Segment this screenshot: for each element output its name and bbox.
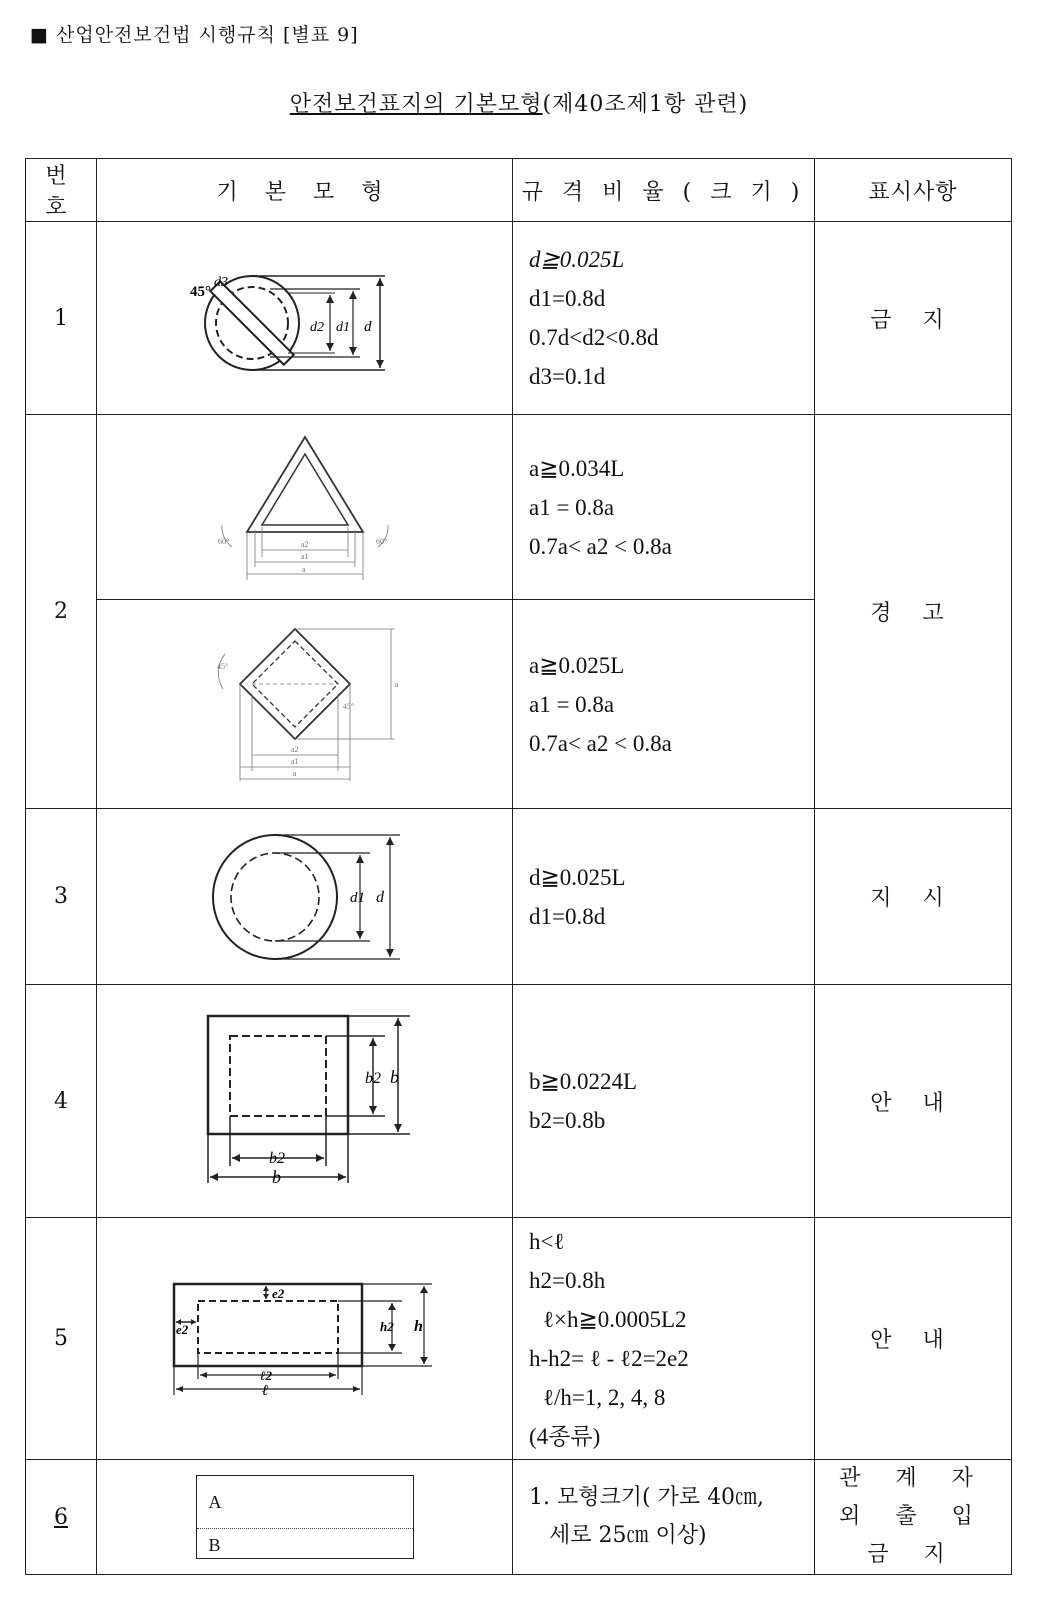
spec-line: a1 = 0.8a bbox=[529, 691, 615, 717]
guidance-square-figure bbox=[200, 1011, 410, 1191]
spec-line: (4종류) bbox=[529, 1423, 601, 1449]
col-header-ratio: 규 격 비 율 ( 크 기 ) bbox=[513, 159, 815, 222]
shape-figure-restricted bbox=[97, 1460, 513, 1575]
guidance-rect-figure bbox=[170, 1279, 440, 1399]
shape-figure-guidance bbox=[97, 985, 513, 1218]
row-number: 1 bbox=[26, 222, 97, 415]
angle-label: 45° bbox=[342, 702, 354, 711]
warning-triangle-figure bbox=[210, 432, 400, 582]
shape-figure-guidance-rect bbox=[97, 1218, 513, 1460]
col-header-shape: 기 본 모 형 bbox=[97, 159, 513, 222]
spec-line: d1=0.8d bbox=[529, 903, 606, 929]
spec-line: 1. 모형크기( 가로 40㎝, bbox=[529, 1485, 765, 1510]
spec-line: a≧0.025L bbox=[529, 652, 625, 678]
warning-diamond-figure bbox=[205, 619, 405, 789]
label-d: d bbox=[375, 888, 384, 906]
label-b: b bbox=[271, 1167, 281, 1187]
marking-text: 관 계 자 외 출 입 금 지 bbox=[815, 1460, 1012, 1575]
spec-line: 세로 25㎝ 이상) bbox=[549, 1523, 707, 1548]
row-number: 5 bbox=[26, 1218, 97, 1460]
row-number bbox=[26, 1460, 97, 1575]
marking-text: 안 내 bbox=[815, 985, 1012, 1218]
marking-text: 금 지 bbox=[815, 222, 1012, 415]
table-header-row bbox=[26, 159, 1012, 222]
spec-line: b≧0.0224L bbox=[529, 1069, 638, 1094]
label-l: ℓ bbox=[261, 1382, 268, 1399]
spec-line: ℓ/h=1, 2, 4, 8 bbox=[543, 1384, 666, 1410]
label-h: h bbox=[413, 1317, 423, 1335]
instruction-circle-figure bbox=[205, 827, 405, 967]
table-row bbox=[26, 1460, 1012, 1575]
ratio-spec bbox=[513, 600, 815, 809]
angle-label: 45° bbox=[216, 662, 228, 671]
label-l2: ℓ2 bbox=[259, 1367, 272, 1383]
box-section-a: A bbox=[208, 1492, 222, 1512]
label-a: a bbox=[292, 769, 297, 778]
page-title bbox=[0, 87, 1038, 118]
title-suffix: (제40조제1항 관련) bbox=[542, 92, 749, 117]
table-row bbox=[26, 809, 1012, 985]
prohibition-circle-figure bbox=[190, 253, 420, 383]
label-h2: h2 bbox=[379, 1318, 394, 1334]
spec-line: h2=0.8h bbox=[529, 1267, 606, 1293]
shape-figure-warning-triangle bbox=[97, 415, 513, 600]
ratio-spec bbox=[513, 415, 815, 600]
label-b2: b2 bbox=[268, 1150, 285, 1167]
shape-figure-warning-diamond bbox=[97, 600, 513, 809]
ratio-spec bbox=[513, 809, 815, 985]
spec-line: ℓ×h≧0.0005L2 bbox=[543, 1306, 687, 1332]
label-d2: d2 bbox=[309, 320, 324, 335]
box-section-b: B bbox=[197, 1528, 413, 1558]
spec-line: d≧0.025L bbox=[529, 247, 625, 272]
spec-line: a1 = 0.8a bbox=[529, 494, 615, 520]
table-row bbox=[26, 1218, 1012, 1460]
label-d1: d1 bbox=[335, 320, 350, 335]
document-header: ■ 산업안전보건법 시행규칙 [별표 9] bbox=[30, 24, 359, 46]
spec-line: h<ℓ bbox=[529, 1228, 565, 1254]
label-a1: a1 bbox=[290, 757, 299, 766]
shape-figure-prohibition bbox=[97, 222, 513, 415]
spec-line: d3=0.1d bbox=[529, 364, 606, 389]
table-row bbox=[26, 415, 1012, 600]
ratio-spec bbox=[513, 1460, 815, 1575]
label-a: a bbox=[394, 680, 399, 689]
title-main: 안전보건표지의 기본모형 bbox=[289, 92, 543, 117]
marking-text: 지 시 bbox=[815, 809, 1012, 985]
shape-figure-instruction bbox=[97, 809, 513, 985]
spec-line: 0.7a< a2 < 0.8a bbox=[529, 533, 672, 559]
label-a: a bbox=[301, 565, 306, 574]
sign-shape-table bbox=[25, 158, 1012, 1575]
label-a1: a1 bbox=[300, 552, 309, 561]
spec-line: d≧0.025L bbox=[529, 864, 626, 890]
ratio-spec bbox=[513, 1218, 815, 1460]
marking-text: 경 고 bbox=[815, 415, 1012, 809]
col-header-marking: 표시사항 bbox=[815, 159, 1012, 222]
label-a2: a2 bbox=[290, 745, 299, 754]
spec-line: d1=0.8d bbox=[529, 286, 606, 311]
row-number: 4 bbox=[26, 985, 97, 1218]
label-d1: d1 bbox=[349, 889, 365, 906]
ratio-spec bbox=[513, 985, 815, 1218]
ab-sign-box bbox=[196, 1475, 414, 1559]
label-a2: a2 bbox=[300, 540, 309, 549]
angle-label: 60° bbox=[375, 537, 387, 546]
col-header-number: 번 호 bbox=[26, 159, 97, 222]
label-d: d bbox=[363, 319, 371, 335]
spec-line: a≧0.034L bbox=[529, 455, 625, 481]
spec-line: h-h2= ℓ - ℓ2=2e2 bbox=[529, 1345, 689, 1371]
row-number: 2 bbox=[26, 415, 97, 809]
table-row bbox=[26, 985, 1012, 1218]
label-d3: d3 bbox=[213, 275, 228, 290]
row-number: 3 bbox=[26, 809, 97, 985]
marking-text: 안 내 bbox=[815, 1218, 1012, 1460]
spec-line: 0.7d<d2<0.8d bbox=[529, 325, 659, 350]
ratio-spec bbox=[513, 222, 815, 415]
label-e2: e2 bbox=[271, 1285, 284, 1301]
spec-line: 0.7a< a2 < 0.8a bbox=[529, 730, 672, 756]
spec-line: b2=0.8b bbox=[529, 1108, 606, 1133]
row-number-text: 6 bbox=[54, 1504, 68, 1530]
label-b2: b2 bbox=[364, 1070, 381, 1087]
label-b: b bbox=[389, 1067, 399, 1087]
angle-label: 45° bbox=[189, 284, 211, 300]
label-e2: e2 bbox=[175, 1321, 188, 1337]
table-row bbox=[26, 222, 1012, 415]
angle-label: 60° bbox=[217, 537, 229, 546]
